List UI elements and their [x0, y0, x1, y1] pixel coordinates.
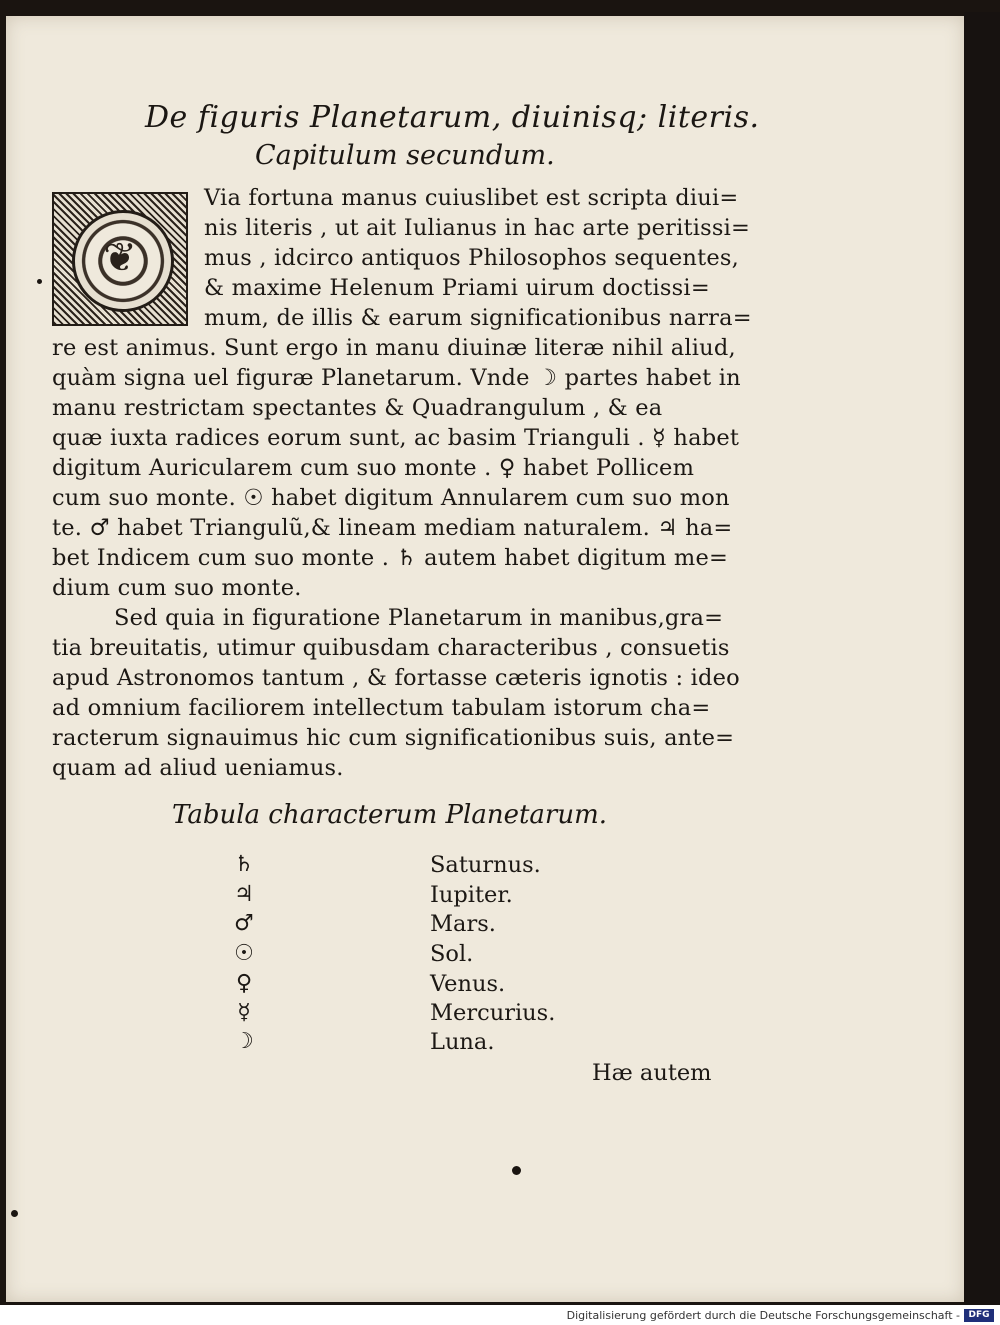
text-line: mum, de illis & earum significationibus narra= [204, 305, 752, 331]
ink-dot [11, 1210, 18, 1217]
venus-symbol-icon: ♀ [235, 971, 253, 996]
text-line: quæ iuxta radices eorum sunt, ac basim Trianguli . ☿ habet [52, 425, 740, 451]
planet-name: Mercurius. [430, 1000, 556, 1026]
text-line: re est animus. Sunt ergo in manu diuinæ literæ nihil aliud, [52, 335, 736, 361]
text-line: & maxime Helenum Priami uirum doctissi= [204, 275, 710, 301]
planet-name: Sol. [430, 941, 474, 967]
text-line: cum suo monte. ☉ habet digitum Annularem cum suo mon [52, 485, 730, 511]
text-line: digitum Auricularem cum suo monte . ♀ habet Pollicem [52, 455, 695, 481]
ink-dot [512, 1166, 521, 1175]
planet-name: Luna. [430, 1029, 495, 1055]
text-line: quam ad aliud ueniamus. [52, 755, 344, 781]
sun-symbol-icon: ☉ [234, 941, 254, 966]
text-line: nis literis , ut ait Iulianus in hac arte peritissi= [204, 215, 751, 241]
text-line: racterum signauimus hic cum significationibus suis, ante= [52, 725, 735, 751]
chapter-subheading: Capitulum secundum. [255, 140, 555, 171]
moon-symbol-icon: ☽ [234, 1029, 254, 1054]
planet-name: Mars. [430, 911, 496, 937]
text-line: quàm signa uel figuræ Planetarum. Vnde ☽ partes habet in [52, 365, 741, 391]
fleuron-icon: ❦ [103, 235, 137, 281]
digitization-credit: Digitalisierung gefördert durch die Deutsche Forschungsgemeinschaft - [566, 1309, 960, 1322]
text-line: mus , idcirco antiquos Philosophos sequentes, [204, 245, 739, 271]
decorated-initial-q-icon [52, 192, 188, 326]
planet-name: Saturnus. [430, 852, 541, 878]
text-line: apud Astronomos tantum , & fortasse cæteris ignotis : ideo [52, 665, 740, 691]
scan-edge [964, 12, 1000, 1305]
saturn-symbol-icon: ♄ [234, 852, 254, 877]
planet-name: Iupiter. [430, 882, 513, 908]
table-title: Tabula characterum Planetarum. [172, 800, 608, 830]
text-line: dium cum suo monte. [52, 575, 302, 601]
text-line: Via fortuna manus cuiuslibet est scripta diui= [204, 185, 739, 211]
mercury-symbol-icon: ☿ [237, 1000, 251, 1025]
text-line: manu restrictam spectantes & Quadrangulum , & ea [52, 395, 663, 421]
catchword: Hæ autem [592, 1060, 712, 1086]
dfg-logo: DFG [964, 1309, 994, 1322]
mars-symbol-icon: ♂ [234, 911, 254, 936]
chapter-heading: De figuris Planetarum, diuinisq; literis. [145, 100, 760, 135]
text-line: tia breuitatis, utimur quibusdam characteribus , consuetis [52, 635, 730, 661]
text-line: bet Indicem cum suo monte . ♄ autem habet digitum me= [52, 545, 729, 571]
ink-dot [37, 279, 42, 284]
jupiter-symbol-icon: ♃ [234, 882, 254, 907]
planet-name: Venus. [430, 971, 506, 997]
text-line: te. ♂ habet Triangulũ,& lineam mediam naturalem. ♃ ha= [52, 515, 733, 541]
text-line: ad omnium faciliorem intellectum tabulam istorum cha= [52, 695, 711, 721]
text-line: Sed quia in figuratione Planetarum in manibus,gra= [114, 605, 724, 631]
